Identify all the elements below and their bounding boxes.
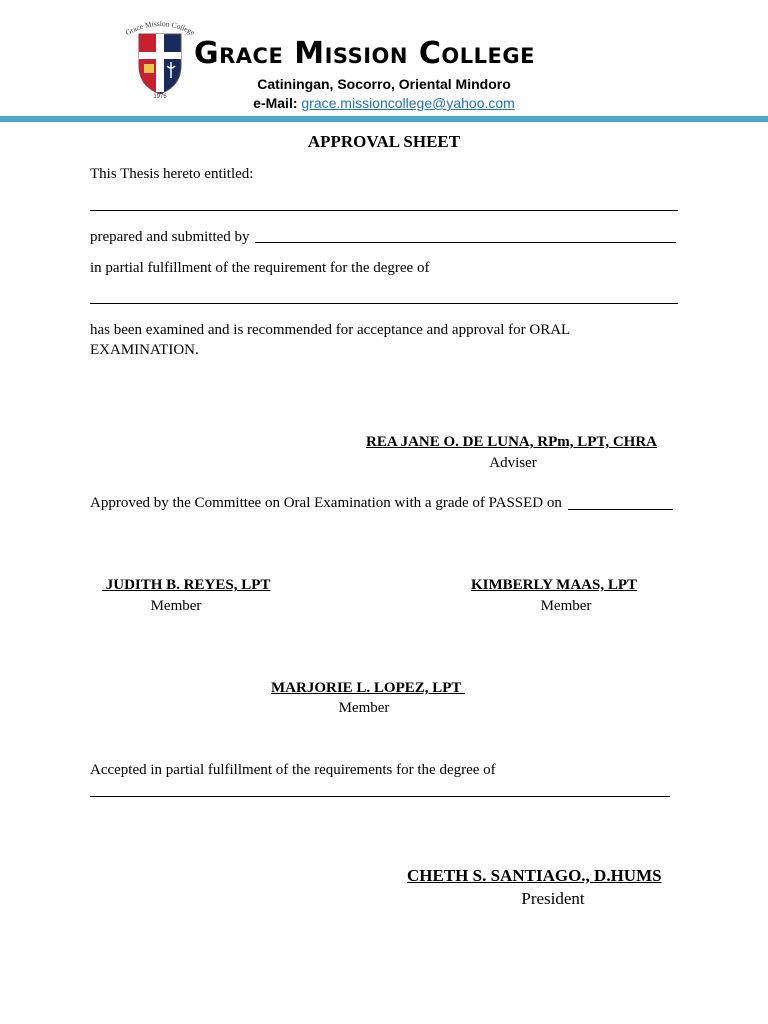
email-link[interactable]: grace.missioncollege@yahoo.com <box>301 95 515 111</box>
member-name: MARJORIE L. LOPEZ, LPT <box>271 680 465 696</box>
page-title: APPROVAL SHEET <box>307 132 461 151</box>
college-address: Catiningan, Socorro, Oriental Mindoro <box>257 76 511 92</box>
examined-text: has been examined and is recommended for acceptance and approval for ORAL EXAMINATION. <box>90 322 570 358</box>
author-blank[interactable] <box>255 242 676 243</box>
president-name: CHETH S. SANTIAGO., D.HUMS <box>407 866 662 885</box>
accepted-text: Accepted in partial fulfillment of the requirements for the degree of <box>90 762 496 778</box>
college-name: Grace Mission College <box>194 36 535 71</box>
college-logo <box>122 18 198 98</box>
member-role: Member <box>540 598 592 614</box>
header-rule <box>0 116 768 122</box>
member-name: JUDITH B. REYES, LPT <box>102 577 271 593</box>
member-role: Member <box>338 700 390 716</box>
adviser-role: Adviser <box>489 455 537 471</box>
prepared-by-text: prepared and submitted by <box>90 229 250 245</box>
email-line <box>200 94 568 112</box>
approved-text: Approved by the Committee on Oral Examination with a grade of PASSED on <box>90 495 562 511</box>
college-crest-icon <box>122 18 198 98</box>
degree-blank[interactable] <box>90 303 678 304</box>
email-label: e-Mail: <box>253 95 298 111</box>
adviser-name: REA JANE O. DE LUNA, RPm, LPT, CHRA <box>366 434 657 450</box>
svg-text:Grace Mission College: Grace Mission College <box>123 18 197 38</box>
president-role: President <box>521 889 585 908</box>
partial-fulfillment-text: in partial fulfillment of the requirement for the degree of <box>90 260 430 276</box>
member-role: Member <box>150 598 202 614</box>
member-name: KIMBERLY MAAS, LPT <box>471 577 637 593</box>
accepted-degree-blank[interactable] <box>90 796 670 797</box>
svg-text:1976: 1976 <box>153 94 167 98</box>
date-blank[interactable] <box>568 509 673 510</box>
thesis-title-blank[interactable] <box>90 210 678 211</box>
thesis-entitled-text: This Thesis hereto entitled: <box>90 166 254 182</box>
